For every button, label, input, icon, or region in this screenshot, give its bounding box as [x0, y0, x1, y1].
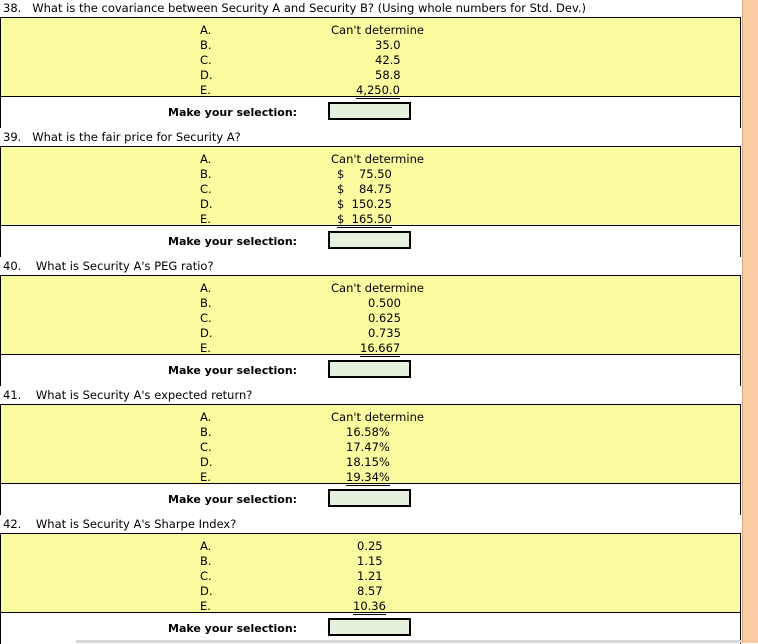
question-header	[0, 516, 236, 533]
options-box	[0, 146, 741, 226]
option-value-c: $ 84.75	[337, 182, 392, 196]
options-box	[0, 533, 741, 613]
option-letter-a: A.	[200, 539, 212, 553]
option-value-e: 4,250.0	[356, 83, 400, 97]
option-value-d: $ 150.25	[337, 197, 392, 211]
option-letter-e: E.	[200, 212, 211, 226]
option-letter-c: C.	[200, 182, 212, 196]
answer-input-41[interactable]	[328, 489, 411, 507]
option-value-e: $ 165.50	[337, 212, 392, 226]
option-letter-c: C.	[200, 440, 212, 454]
option-value-c: 1.21	[357, 569, 383, 583]
option-value-d: 8.57	[357, 584, 383, 598]
selection-label: Make your selection:	[168, 364, 298, 377]
option-value-c: 42.5	[375, 53, 401, 67]
option-letter-a: A.	[200, 281, 212, 295]
option-letter-e: E.	[200, 341, 211, 355]
question-number: 41.	[3, 388, 22, 402]
answer-input-39[interactable]	[328, 231, 411, 249]
question-text: What is the fair price for Security A?	[32, 130, 241, 144]
options-box	[0, 17, 741, 97]
option-letter-d: D.	[200, 455, 213, 469]
question-number: 40.	[3, 259, 22, 273]
question-40	[0, 258, 742, 386]
option-value-d: 18.15%	[346, 455, 390, 469]
question-text: What is Security A's Sharpe Index?	[35, 517, 237, 531]
option-letter-b: B.	[200, 296, 212, 310]
option-value-a: Can't determine	[331, 152, 424, 166]
option-letter-d: D.	[200, 68, 213, 82]
option-value-c: 0.625	[368, 311, 401, 325]
selection-label: Make your selection:	[168, 493, 298, 506]
option-letter-e: E.	[200, 470, 211, 484]
option-letter-b: B.	[200, 554, 212, 568]
selection-row	[0, 226, 741, 257]
question-text: What is Security A's PEG ratio?	[35, 259, 214, 273]
answer-input-42[interactable]	[328, 618, 411, 636]
question-number: 38.	[3, 1, 22, 15]
question-42	[0, 516, 742, 644]
option-letter-c: C.	[200, 569, 212, 583]
option-letter-d: D.	[200, 326, 213, 340]
question-number: 39.	[3, 130, 22, 144]
option-value-a: Can't determine	[331, 281, 424, 295]
options-box	[0, 404, 741, 484]
selection-label: Make your selection:	[168, 622, 298, 635]
option-value-a: Can't determine	[331, 23, 424, 37]
question-header	[0, 387, 252, 404]
option-letter-c: C.	[200, 53, 212, 67]
option-letter-a: A.	[200, 152, 212, 166]
selection-label: Make your selection:	[168, 106, 298, 119]
option-value-b: 0.500	[368, 296, 401, 310]
option-value-d: 0.735	[368, 326, 401, 340]
option-value-b: $ 75.50	[337, 167, 392, 181]
selection-row	[0, 97, 741, 128]
question-41	[0, 387, 742, 515]
answer-input-40[interactable]	[328, 360, 411, 378]
question-39	[0, 129, 742, 257]
option-value-b: 16.58%	[346, 425, 390, 439]
question-number: 42.	[3, 517, 22, 531]
option-letter-a: A.	[200, 23, 212, 37]
option-letter-d: D.	[200, 197, 213, 211]
question-38	[0, 0, 742, 128]
option-value-e: 16.667	[360, 341, 401, 355]
option-letter-c: C.	[200, 311, 212, 325]
selection-row	[0, 355, 741, 386]
selection-label: Make your selection:	[168, 235, 298, 248]
option-value-c: 17.47%	[346, 440, 390, 454]
answer-input-38[interactable]	[328, 102, 411, 120]
option-value-e: 10.36	[353, 599, 386, 613]
option-value-a: 0.25	[357, 539, 383, 553]
options-box	[0, 275, 741, 355]
option-letter-b: B.	[200, 425, 212, 439]
option-value-e: 19.34%	[346, 470, 390, 484]
question-header	[0, 258, 214, 275]
question-header	[0, 129, 241, 146]
right-edge-column	[742, 0, 758, 643]
question-text: What is Security A's expected return?	[35, 388, 253, 402]
option-letter-b: B.	[200, 167, 212, 181]
option-value-d: 58.8	[375, 68, 401, 82]
selection-row	[0, 484, 741, 515]
option-value-b: 1.15	[357, 554, 383, 568]
option-letter-b: B.	[200, 38, 212, 52]
option-letter-a: A.	[200, 410, 212, 424]
option-letter-e: E.	[200, 83, 211, 97]
question-header	[0, 0, 586, 17]
option-letter-e: E.	[200, 599, 211, 613]
option-value-b: 35.0	[375, 38, 401, 52]
option-value-a: Can't determine	[331, 410, 424, 424]
option-letter-d: D.	[200, 584, 213, 598]
question-text: What is the covariance between Security A and Security B? (Using whole numbers for Std. Dev.)	[32, 1, 587, 15]
